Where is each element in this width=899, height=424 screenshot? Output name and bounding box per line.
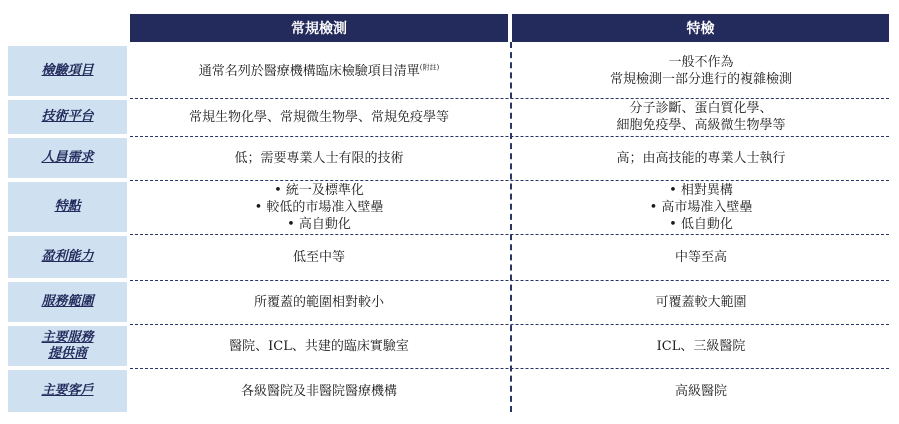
row-label-line: 檢驗項目	[41, 63, 94, 78]
row-separator	[130, 280, 889, 281]
special-testing-cell	[513, 182, 889, 232]
row-label	[8, 282, 127, 322]
routine-testing-cell	[130, 236, 508, 278]
cell-text-line: • 較低的市場准入壁壘	[254, 199, 384, 215]
routine-testing-cell	[130, 370, 508, 412]
row-label-line: 人員需求	[41, 150, 94, 165]
row-label	[8, 46, 127, 96]
row-label	[8, 100, 127, 134]
cell-text-line: 可覆蓋較大範圍	[655, 294, 747, 310]
row-label-line: 盈利能力	[41, 249, 94, 264]
cell-text-line: • 高自動化	[287, 216, 351, 232]
row-separator	[130, 98, 889, 99]
row-separator	[130, 368, 889, 369]
row-label	[8, 138, 127, 178]
row-label-line: 提供商	[47, 346, 87, 361]
routine-testing-cell	[130, 182, 508, 232]
cell-text-line: 高；由高技能的專業人士執行	[616, 150, 786, 166]
cell-text-line: • 高市場准入壁壘	[649, 199, 753, 215]
special-testing-cell	[513, 138, 889, 178]
routine-testing-cell	[130, 282, 508, 322]
cell-text-line: 醫院、ICL、共建的臨床實驗室	[229, 338, 409, 354]
special-testing-cell	[513, 282, 889, 322]
row-separator	[130, 324, 889, 325]
special-testing-cell	[513, 100, 889, 134]
routine-testing-cell	[130, 326, 508, 366]
routine-testing-cell	[130, 100, 508, 134]
row-label-line: 特點	[54, 199, 81, 214]
cell-text-line: ICL、三級醫院	[656, 338, 746, 354]
header-routine-testing: 常規檢測	[130, 14, 508, 42]
cell-text-line: 低；需要專業人士有限的技術	[234, 150, 404, 166]
row-separator	[130, 136, 889, 137]
row-label	[8, 236, 127, 278]
row-label-line: 主要服務	[41, 330, 94, 345]
special-testing-cell	[513, 326, 889, 366]
row-label-line: 主要客戶	[41, 383, 94, 398]
cell-text-line: 所覆蓋的範圍相對較小	[253, 294, 384, 310]
special-testing-cell	[513, 370, 889, 412]
row-label	[8, 370, 127, 412]
cell-text-line: • 低自動化	[669, 216, 733, 232]
footnote-marker: (附註)	[419, 63, 440, 72]
cell-text-line: • 統一及標準化	[274, 182, 364, 198]
special-testing-cell	[513, 46, 889, 96]
cell-text-line: 分子診斷、蛋白質化學、	[629, 101, 773, 116]
row-label	[8, 326, 127, 366]
cell-text-line: 常規檢測一部分進行的複雜檢測	[609, 72, 792, 87]
cell-text-line: 各級醫院及非醫院醫療機構	[240, 383, 397, 399]
cell-text-line: 低至中等	[292, 249, 345, 265]
cell-text-line: 高級醫院	[674, 383, 727, 399]
cell-text-line: 一般不作為	[668, 55, 734, 70]
routine-testing-cell	[130, 138, 508, 178]
cell-text-line: 通常名列於醫療機構臨床檢驗項目清單$^{(附註)}$	[198, 63, 440, 79]
cell-text-line: 細胞免疫學、高級微生物學等	[616, 118, 786, 133]
header-special-testing: 特檢	[512, 14, 889, 42]
row-label-line: 服務範圍	[41, 294, 94, 309]
row-separator	[130, 234, 889, 235]
cell-text-line: 常規生物化學、常規微生物學、常規免疫學等	[188, 109, 449, 125]
cell-text-line: 中等至高	[674, 249, 727, 265]
special-testing-cell	[513, 236, 889, 278]
row-separator	[130, 180, 889, 181]
row-label	[8, 182, 127, 232]
row-label-line: 技術平台	[41, 109, 94, 124]
cell-text-line: • 相對異構	[669, 182, 733, 198]
routine-testing-cell	[130, 46, 508, 96]
